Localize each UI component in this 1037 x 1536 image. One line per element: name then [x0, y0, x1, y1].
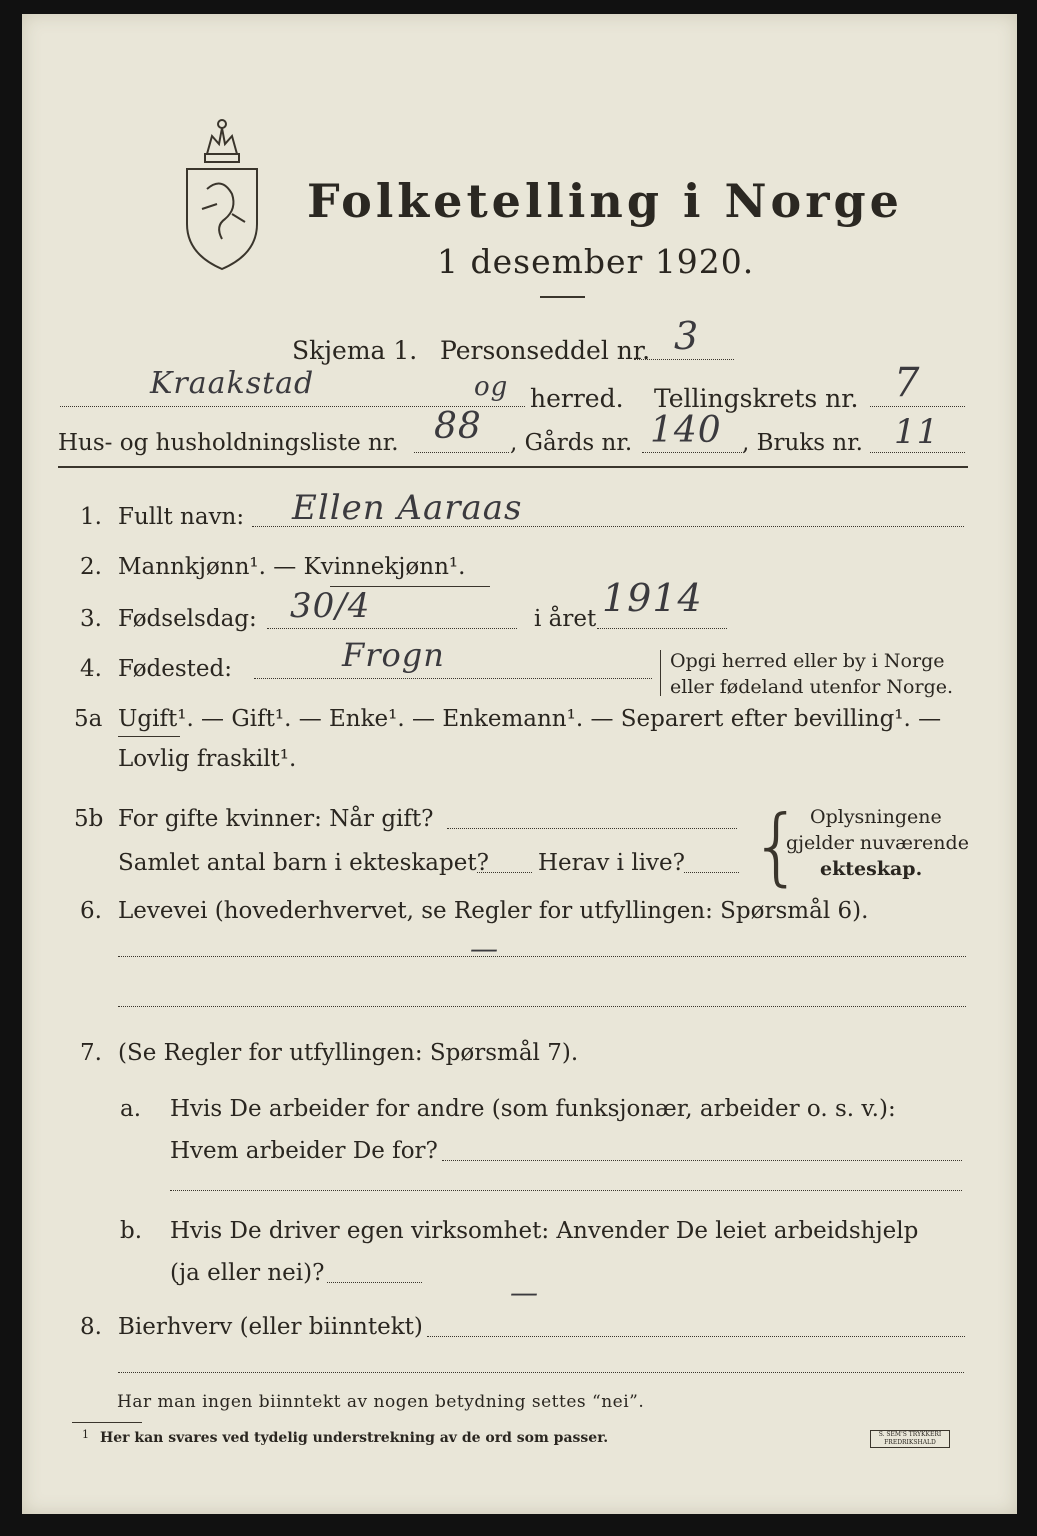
q6-label: Levevei (hovederhvervet, se Regler for utfyllingen: Spørsmål 6).	[118, 898, 869, 924]
q4-number: 4.	[80, 656, 102, 682]
personseddel-value[interactable]: 3	[674, 314, 700, 358]
q1-label: Fullt navn:	[118, 504, 245, 530]
herred-value[interactable]: Kraakstad	[150, 366, 315, 401]
q2-number: 2.	[80, 554, 102, 580]
q5b-brace: {	[750, 797, 804, 895]
q4-note-2: eller fødeland utenfor Norge.	[670, 676, 954, 698]
q5b-line-2a: Samlet antal barn i ekteskapet?	[118, 850, 489, 876]
q7a-line-2: Hvem arbeider De for?	[170, 1138, 438, 1164]
q5a-number: 5a	[74, 706, 103, 732]
divider	[540, 296, 585, 298]
hired-help-value[interactable]: —	[510, 1276, 539, 1309]
tellingskrets-label: Tellingskrets nr.	[654, 384, 859, 413]
year-label: i året	[534, 606, 597, 632]
q1-number: 1.	[80, 504, 102, 530]
census-form	[22, 14, 1017, 1514]
footnote-mark: 1	[82, 1428, 89, 1441]
hus-label: Hus- og husholdningsliste nr.	[58, 430, 399, 456]
q7-label: (Se Regler for utfyllingen: Spørsmål 7).	[118, 1040, 579, 1066]
gards-label: , Gårds nr.	[510, 430, 633, 456]
q5b-number: 5b	[74, 806, 104, 832]
herred-label: herred.	[530, 384, 624, 413]
q7b-line-2: (ja eller nei)?	[170, 1260, 325, 1286]
q5a-line-1: Ugift¹. — Gift¹. — Enke¹. — Enkemann¹. — Separert efter bevilling¹. —	[118, 706, 942, 732]
q6-number: 6.	[80, 898, 102, 924]
q8-label: Bierhverv (eller biinntekt)	[118, 1314, 423, 1340]
q7-number: 7.	[80, 1040, 102, 1066]
q2-label: Mannkjønn¹. — Kvinnekjønn¹.	[118, 554, 466, 580]
q4-label: Fødested:	[118, 656, 233, 682]
footnote-text: Her kan svares ved tydelig understrekning av de ord som passer.	[100, 1430, 609, 1446]
personseddel-label: Personseddel nr.	[440, 336, 651, 365]
q7a-line-1: Hvis De arbeider for andre (som funksjonær, arbeider o. s. v.):	[170, 1096, 896, 1122]
q3-number: 3.	[80, 606, 102, 632]
skjema-label: Skjema 1.	[292, 336, 418, 365]
q5b-note-2: gjelder nuværende	[786, 832, 969, 854]
hus-value[interactable]: 88	[434, 406, 482, 447]
census-date: 1 desember 1920.	[437, 242, 755, 281]
q5b-line-1: For gifte kvinner: Når gift?	[118, 806, 434, 832]
full-name-value[interactable]: Ellen Aaraas	[292, 488, 523, 528]
header-rule	[58, 466, 968, 468]
bruks-value[interactable]: 11	[894, 412, 940, 452]
printer-stamp: S. SEM'S TRYKKERI FREDRIKSHALD	[870, 1430, 950, 1448]
bruks-label: , Bruks nr.	[742, 430, 863, 456]
q5b-note-3: ekteskap.	[820, 858, 923, 880]
q5b-note-1: Oplysningene	[810, 806, 942, 828]
q8-number: 8.	[80, 1314, 102, 1340]
ugift-underline	[118, 736, 180, 737]
q7b-number: b.	[120, 1218, 143, 1244]
q7a-number: a.	[120, 1096, 142, 1122]
q5a-line-2: Lovlig fraskilt¹.	[118, 746, 297, 772]
gards-value[interactable]: 140	[650, 410, 722, 451]
q7b-line-1: Hvis De driver egen virksomhet: Anvender De leiet arbeidshjelp	[170, 1218, 919, 1244]
coat-of-arms-icon	[177, 114, 267, 274]
q4-note-1: Opgi herred eller by i Norge	[670, 650, 945, 672]
q3-label: Fødselsdag:	[118, 606, 257, 632]
birthdate-value[interactable]: 30/4	[290, 586, 371, 626]
tellingskrets-value[interactable]: 7	[894, 360, 921, 406]
footer-note: Har man ingen biinntekt av nogen betydning settes “nei”.	[117, 1392, 645, 1412]
birthyear-value[interactable]: 1914	[602, 576, 703, 620]
q5b-line-2b: Herav i live?	[538, 850, 685, 876]
form-title: Folketelling i Norge	[307, 174, 903, 228]
herred-suffix: og	[474, 372, 509, 402]
occupation-value[interactable]: —	[470, 932, 499, 965]
birthplace-value[interactable]: Frogn	[342, 636, 445, 674]
